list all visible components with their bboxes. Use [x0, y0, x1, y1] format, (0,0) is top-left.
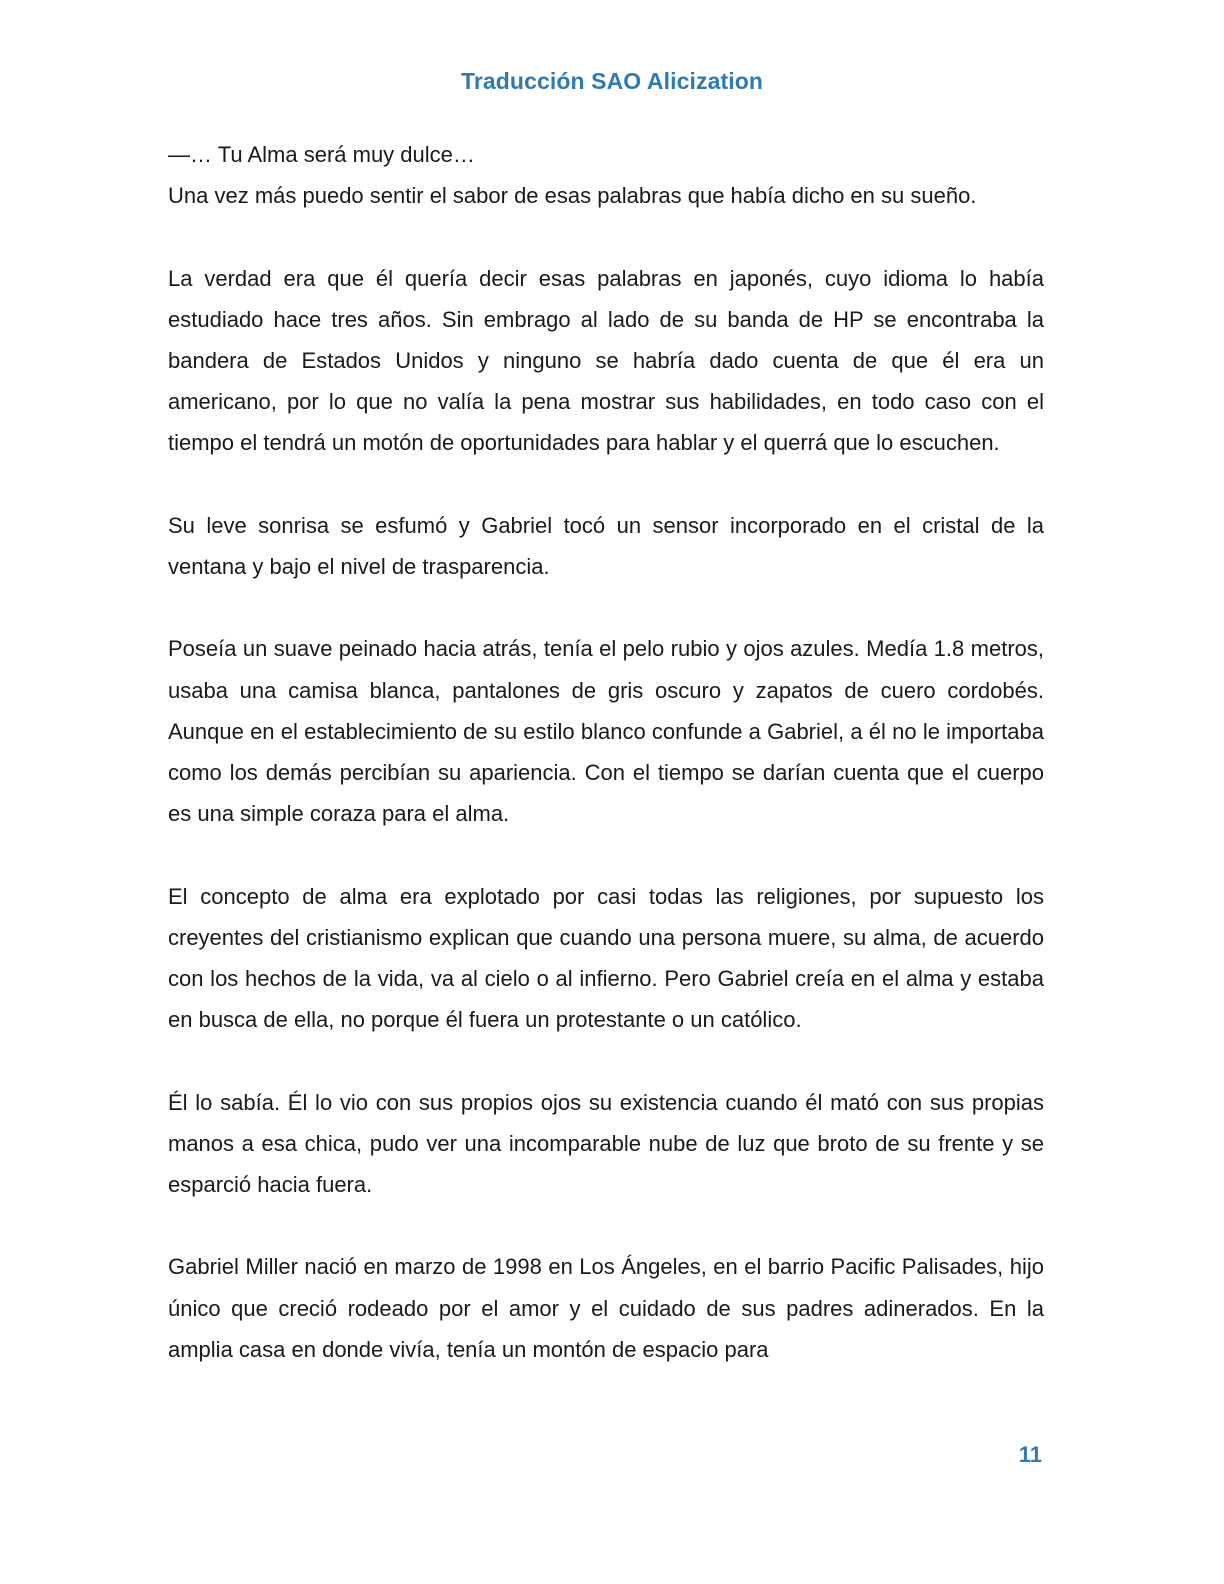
paragraph: Poseía un suave peinado hacia atrás, tenía el pelo rubio y ojos azules. Medía 1.8 metros, usaba una camisa blanca, pantalones de gris oscuro y zapatos de cuero cordobés. Aunque en el establecimiento de su estilo blanco confunde a Gabriel, a él no le importaba como los demás percibían su apariencia. Con el tiempo se darían cuenta que el cuerpo es una simple coraza para el alma. [168, 636, 1044, 827]
paragraph: Gabriel Miller nació en marzo de 1998 en Los Ángeles, en el barrio Pacific Palisades, hijo único que creció rodeado por el amor y el cuidado de sus padres adinerados. En la amplia casa en donde vivía, tenía un montón de espacio para [168, 1254, 1044, 1362]
paragraph-dialogue: —… Tu Alma será muy dulce… [168, 142, 475, 167]
paragraph: Su leve sonrisa se esfumó y Gabriel tocó un sensor incorporado en el cristal de la ventana y bajo el nivel de trasparencia. [168, 512, 1044, 579]
paragraph: Él lo sabía. Él lo vio con sus propios ojos su existencia cuando él mató con sus propias manos a esa chica, pudo ver una incomparable nube de luz que broto de su frente y se esparció hacia fuera. [168, 1089, 1044, 1197]
body-text [168, 134, 1044, 1370]
page-number: 11 [1018, 1442, 1042, 1467]
paragraph: Una vez más puedo sentir el sabor de esas palabras que había dicho en su sueño. [168, 183, 977, 209]
paragraph: La verdad era que él quería decir esas palabras en japonés, cuyo idioma lo había estudiado hace tres años. Sin embrago al lado de su banda de HP se encontraba la bandera de Estados Unidos y ninguno se habría dado cuenta de que él era un americano, por lo que no valía la pena mostrar sus habilidades, en todo caso con el tiempo el tendrá un motón de oportunidades para hablar y el querrá que lo escuchen. [168, 265, 1044, 456]
paragraph: El concepto de alma era explotado por casi todas las religiones, por supuesto los creyentes del cristianismo explican que cuando una persona muere, su alma, de acuerdo con los hechos de la vida, va al cielo o al infierno. Pero Gabriel creía en el alma y estaba en busca de ella, no porque él fuera un protestante o un católico. [168, 883, 1044, 1033]
running-header: Traducción SAO Alicization [460, 68, 764, 94]
